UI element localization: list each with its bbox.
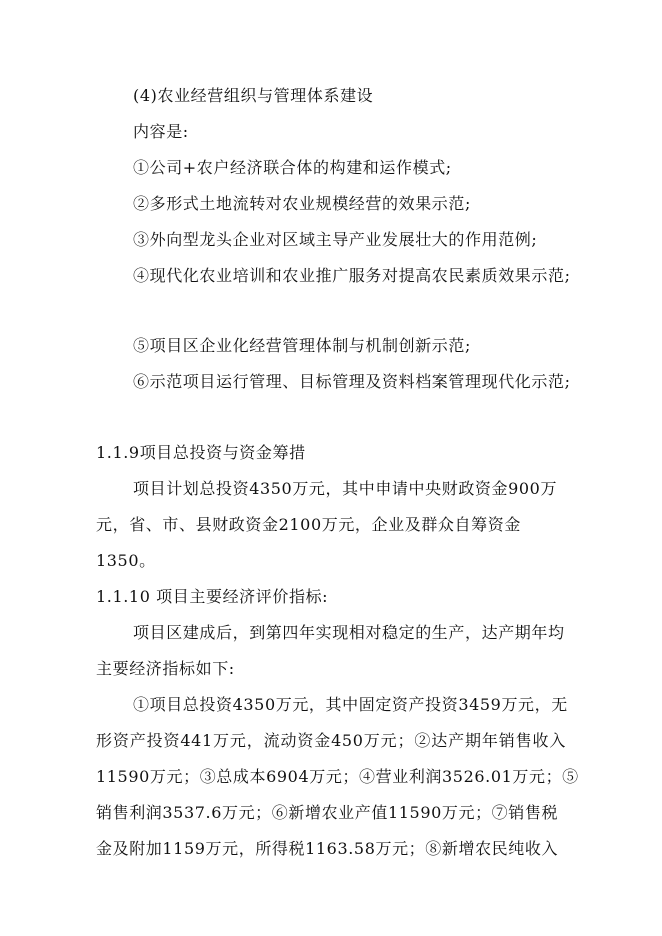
section-119-heading: 1.1.9项目总投资与资金筹措	[96, 443, 306, 462]
section-119-line-2: 元，省、市、县财政资金2100万元，企业及群众自筹资金	[96, 515, 521, 534]
section-4-item-1: ①公司+农户经济联合体的构建和运作模式;	[133, 158, 452, 177]
section-4-item-5: ⑤项目区企业化经营管理体制与机制创新示范;	[133, 336, 471, 355]
section-1110-body-1: ①项目总投资4350万元，其中固定资产投资3459万元，无	[133, 695, 568, 714]
section-4-item-3: ③外向型龙头企业对区域主导产业发展壮大的作用范例;	[133, 230, 538, 249]
section-4-title: (4)农业经营组织与管理体系建设	[133, 86, 374, 105]
section-4-item-6: ⑥示范项目运行管理、目标管理及资料档案管理现代化示范;	[133, 372, 571, 391]
section-1110-body-4: 销售利润3537.6万元；⑥新增农业产值11590万元；⑦销售税	[96, 803, 559, 822]
section-1110-body-5: 金及附加1159万元，所得税1163.58万元；⑧新增农民纯收入	[96, 839, 559, 858]
section-1110-intro-1: 项目区建成后，到第四年实现相对稳定的生产，达产期年均	[133, 623, 565, 642]
section-4-intro: 内容是:	[133, 122, 189, 141]
section-1110-body-2: 形资产投资441万元，流动资金450万元；②达产期年销售收入	[96, 731, 566, 750]
section-1110-body-3: 11590万元；③总成本6904万元；④营业利润3526.01万元；⑤	[96, 767, 579, 786]
section-119-line-3: 1350。	[96, 551, 156, 570]
section-119-line-1: 项目计划总投资4350万元，其中申请中央财政资金900万	[133, 479, 558, 498]
section-4-item-2: ②多形式土地流转对农业规模经营的效果示范;	[133, 194, 471, 213]
section-4-item-4: ④现代化农业培训和农业推广服务对提高农民素质效果示范;	[133, 266, 571, 285]
section-1110-intro-2: 主要经济指标如下:	[96, 659, 235, 678]
section-1110-heading: 1.1.10 项目主要经济评价指标:	[96, 587, 329, 606]
